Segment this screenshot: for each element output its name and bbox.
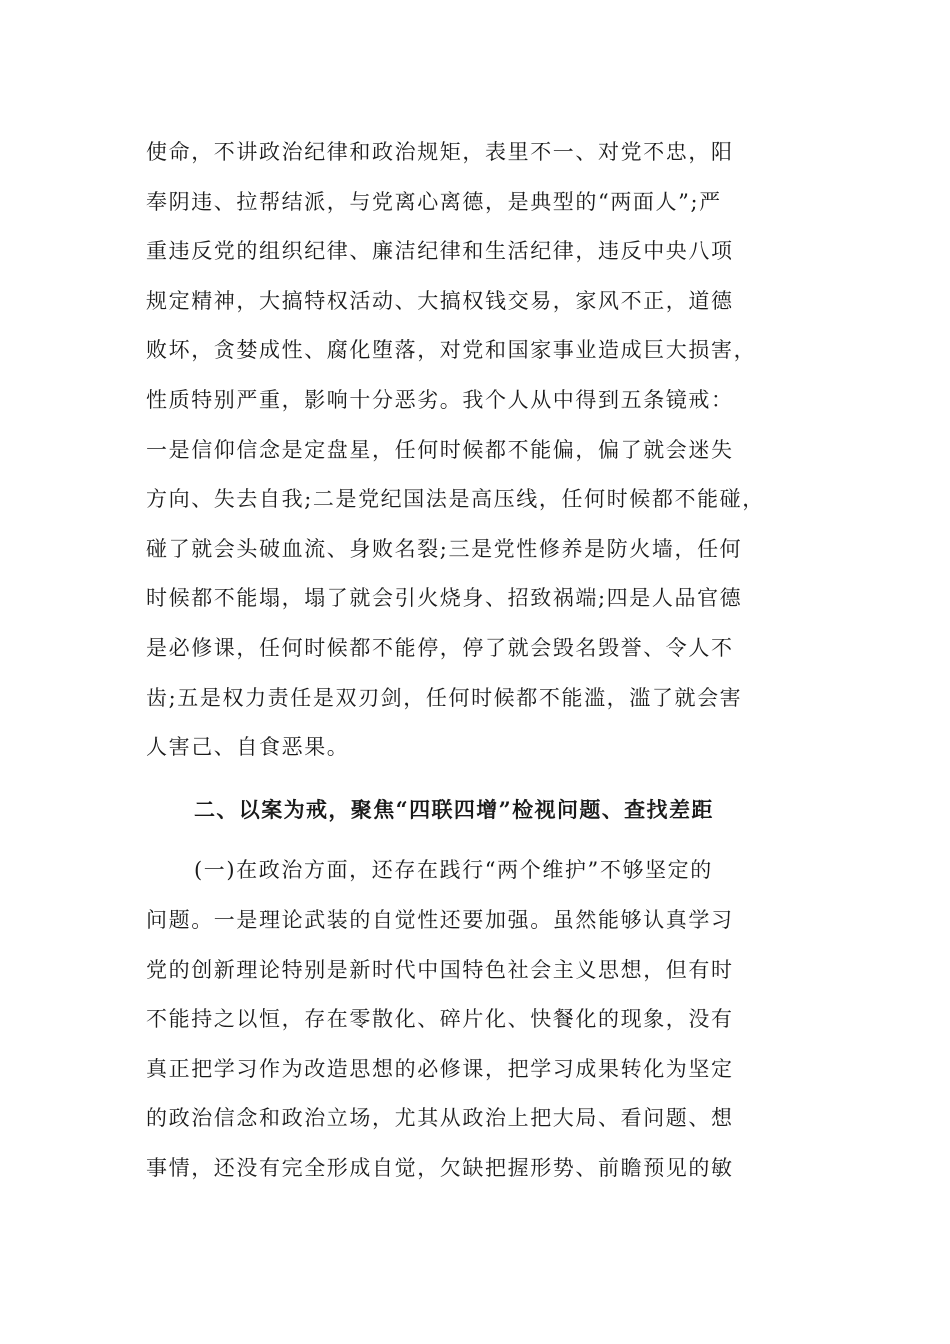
text-line: 不能持之以恒，存在零散化、碎片化、快餐化的现象，没有	[146, 1007, 734, 1032]
text-line: 党的创新理论特别是新时代中国特色社会主义思想，但有时	[146, 957, 734, 982]
document-body	[146, 128, 826, 1193]
text-line: 规定精神，大搞特权活动、大搞权钱交易，家风不正，道德	[146, 288, 734, 313]
text-line: 败坏，贪婪成性、腐化堕落，对党和国家事业造成巨大损害，	[146, 338, 757, 363]
text-line: 齿;五是权力责任是双刃剑，任何时候都不能滥，滥了就会害	[146, 685, 743, 710]
text-line: 使命，不讲政治纪律和政治规矩，表里不一、对党不忠，阳	[146, 140, 734, 164]
text-line: 是必修课，任何时候都不能停，停了就会毁名毁誉、令人不	[146, 635, 734, 660]
text-line: 性质特别严重，影响十分恶劣。我个人从中得到五条镜戒：	[146, 387, 734, 412]
text-line: 人害己、自食恶果。	[146, 735, 350, 760]
text-line: 奉阴违、拉帮结派，与党离心离德，是典型的“两面人”;严	[146, 189, 722, 214]
section-heading: 二、以案为戒，聚焦“四联四增”检视问题、查找差距	[194, 796, 714, 822]
text-line: 重违反党的组织纪律、廉洁纪律和生活纪律，违反中央八项	[146, 239, 734, 264]
text-line: 事情，还没有完全形成自觉，欠缺把握形势、前瞻预见的敏	[146, 1155, 734, 1180]
text-line: 碰了就会头破血流、身败名裂;三是党性修养是防火墙，任何	[146, 536, 743, 561]
text-line: 的政治信念和政治立场，尤其从政治上把大局、看问题、想	[146, 1106, 734, 1131]
text-line: 问题。一是理论武装的自觉性还要加强。虽然能够认真学习	[146, 907, 734, 932]
text-line: 方向、失去自我;二是党纪国法是高压线，任何时候都不能碰，	[146, 487, 765, 512]
text-line: 一是信仰信念是定盘星，任何时候都不能偏，偏了就会迷失	[146, 437, 734, 462]
text-line: (一)在政治方面，还存在践行“两个维护”不够坚定的	[194, 858, 713, 883]
text-line: 时候都不能塌，塌了就会引火烧身、招致祸端;四是人品官德	[146, 586, 743, 611]
text-line: 真正把学习作为改造思想的必修课，把学习成果转化为坚定	[146, 1056, 734, 1081]
